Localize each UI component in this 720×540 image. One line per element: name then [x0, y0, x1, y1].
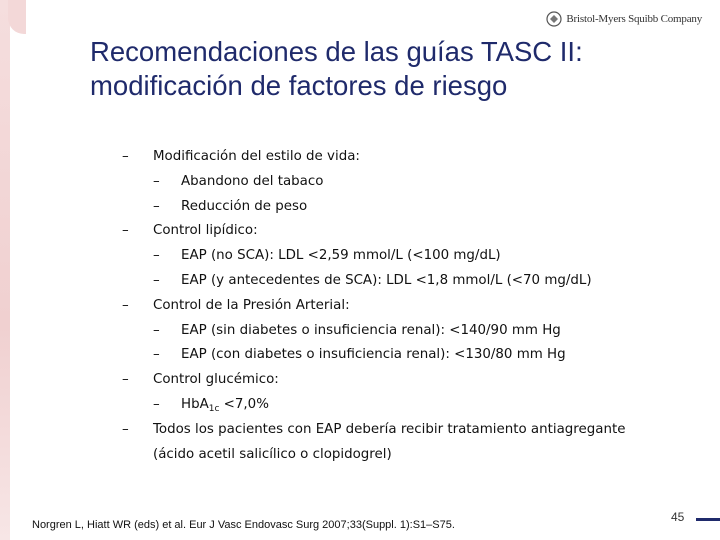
list-subitem — [122, 319, 712, 344]
list-subitem-text: Reducción de peso — [181, 198, 308, 214]
list-item-text: Control lipídico: — [153, 223, 258, 239]
bullet-dash: – — [153, 272, 160, 288]
list-item — [122, 294, 712, 319]
bullet-dash: – — [122, 149, 129, 164]
hba-target-text: <7,0% — [219, 396, 269, 412]
list-item — [122, 418, 712, 443]
left-accent-bar — [0, 0, 10, 540]
list-item — [122, 368, 712, 393]
list-item — [122, 145, 712, 170]
list-subitem — [122, 170, 712, 195]
page-number-rule — [696, 518, 720, 521]
title-line-2: modificación de factores de riesgo — [90, 70, 508, 101]
bullet-dash: – — [122, 223, 129, 239]
bullet-dash: – — [153, 396, 160, 412]
list-item-text: (ácido acetil salicílico o clopidogrel) — [153, 446, 392, 462]
list-item-text: Control glucémico: — [153, 372, 279, 388]
list-item-text: Todos los pacientes con EAP debería recibir tratamiento antiagregante — [153, 421, 626, 437]
company-logo — [546, 11, 702, 27]
list-subitem-text: EAP (y antecedentes de SCA): LDL <1,8 mmol/L (<70 mg/dL) — [181, 272, 592, 288]
bullet-dash: – — [122, 297, 129, 313]
hba-text: HbA — [181, 396, 209, 412]
logo-text: Bristol-Myers Squibb Company — [566, 13, 702, 25]
bullet-dash: – — [153, 347, 160, 363]
list-subitem — [122, 269, 712, 294]
bullet-list — [122, 145, 712, 467]
list-subitem-text: EAP (sin diabetes o insuficiencia renal): <140/90 mm Hg — [181, 322, 561, 338]
list-item-text: Modificación del estilo de vida: — [153, 149, 360, 164]
list-item-continuation — [122, 443, 712, 468]
bullet-dash: – — [153, 248, 160, 264]
bullet-dash: – — [153, 173, 160, 189]
hba-subscript: 1c — [208, 403, 220, 414]
list-subitem-text: EAP (no SCA): LDL <2,59 mmol/L (<100 mg/dL) — [181, 248, 501, 264]
bullet-dash: – — [122, 372, 129, 388]
list-item-text: Control de la Presión Arterial: — [153, 297, 350, 313]
list-subitem — [122, 393, 712, 418]
slide-title — [90, 35, 700, 103]
bms-logo-icon — [546, 11, 562, 27]
list-subitem — [122, 343, 712, 368]
list-subitem-text: Abandono del tabaco — [181, 173, 324, 189]
reference-citation: Norgren L, Hiatt WR (eds) et al. Eur J Vasc Endovasc Surg 2007;33(Suppl. 1):S1–S75. — [32, 519, 455, 531]
bullet-dash: – — [153, 198, 160, 214]
list-subitem-text: EAP (con diabetes o insuficiencia renal): <130/80 mm Hg — [181, 347, 566, 363]
bullet-dash: – — [153, 322, 160, 338]
list-subitem — [122, 244, 712, 269]
title-line-1: Recomendaciones de las guías TASC II: — [90, 36, 583, 67]
left-accent-corner — [8, 0, 26, 34]
list-subitem — [122, 195, 712, 220]
list-item — [122, 219, 712, 244]
bullet-dash: – — [122, 421, 129, 437]
page-number: 45 — [671, 510, 685, 524]
